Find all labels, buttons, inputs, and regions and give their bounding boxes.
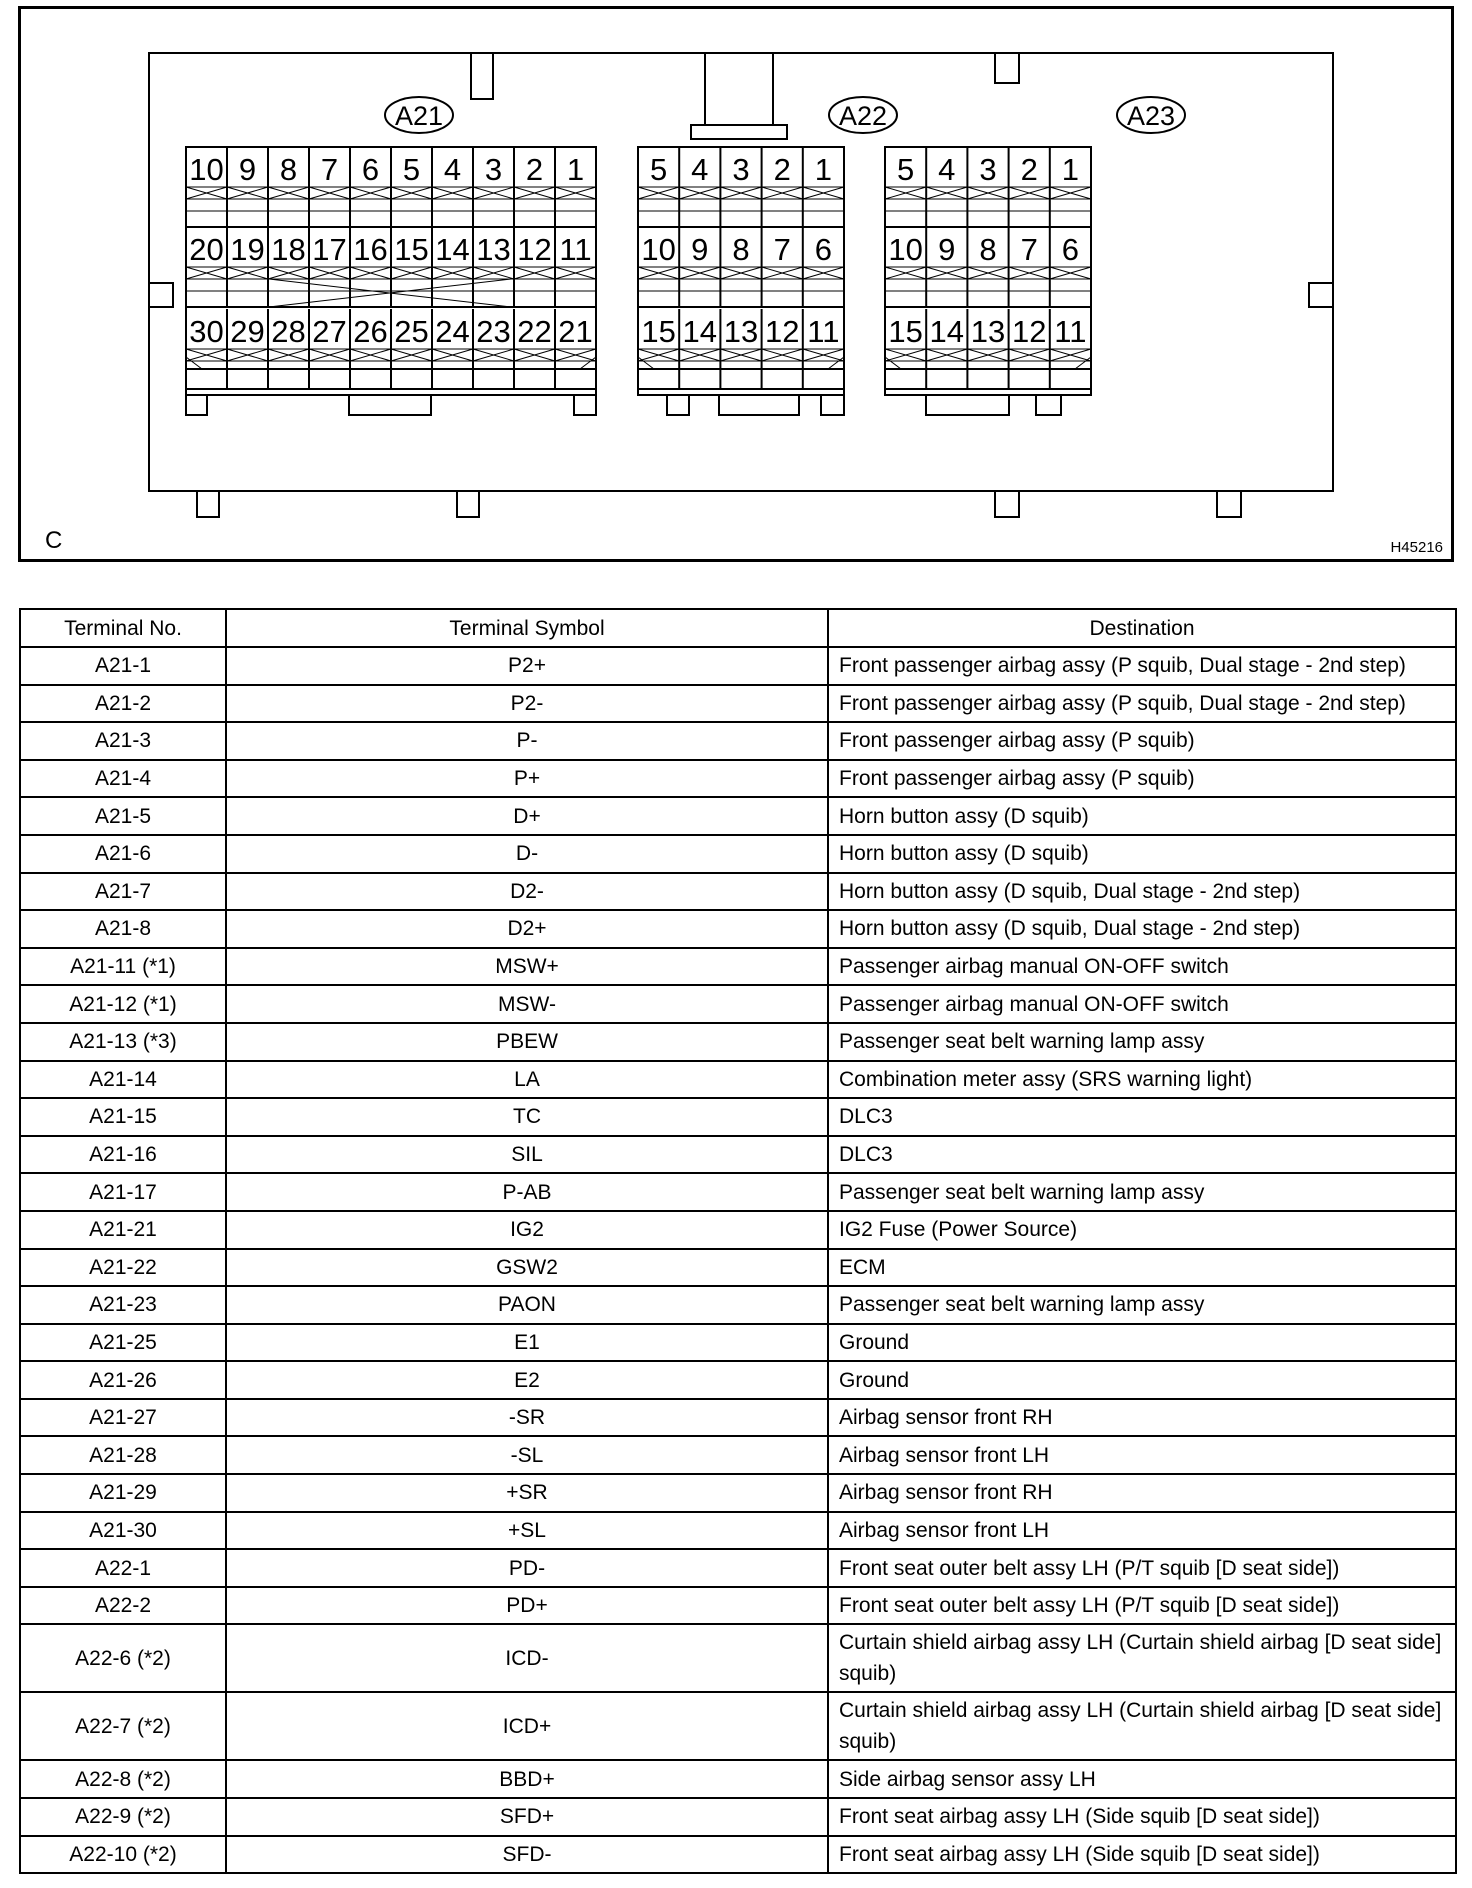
pin-cross-mark xyxy=(720,187,761,199)
terminal-no-cell: A21-6 xyxy=(20,835,226,873)
pin-number: 3 xyxy=(979,152,997,187)
terminal-symbol-cell: -SL xyxy=(226,1436,828,1474)
pin-cross-mark xyxy=(967,349,1008,361)
pin-cross-mark xyxy=(309,267,350,279)
table-row xyxy=(20,985,1456,1023)
terminal-symbol-cell: D2+ xyxy=(226,910,828,948)
destination-cell: Airbag sensor front RH xyxy=(828,1474,1456,1512)
pin-number: 9 xyxy=(238,152,257,187)
pin-number: 4 xyxy=(691,152,709,187)
terminal-symbol-cell: P2- xyxy=(226,685,828,723)
pin-cross-mark xyxy=(227,187,268,199)
pin-cross-mark xyxy=(432,267,473,279)
pin-number: 9 xyxy=(691,232,709,267)
pin-cross-mark xyxy=(514,349,555,361)
terminal-symbol-cell: MSW- xyxy=(226,985,828,1023)
table-row xyxy=(20,1249,1456,1287)
pin-cross-mark xyxy=(391,267,432,279)
housing-center-lock xyxy=(705,53,773,125)
pin-cross-mark xyxy=(967,267,1008,279)
pin-cross-mark xyxy=(885,267,926,279)
destination-cell: Passenger seat belt warning lamp assy xyxy=(828,1173,1456,1211)
housing-tab xyxy=(995,53,1019,83)
pin-number: 17 xyxy=(312,232,347,267)
housing-foot xyxy=(995,491,1019,517)
pin-number: 22 xyxy=(517,314,552,349)
destination-cell: Ground xyxy=(828,1361,1456,1399)
terminal-no-cell: A21-23 xyxy=(20,1286,226,1324)
pin-number: 7 xyxy=(1020,232,1038,267)
pin-cross-mark xyxy=(967,187,1008,199)
connector-label-a23: A23 xyxy=(1126,101,1176,131)
pin-number: 8 xyxy=(732,232,750,267)
pin-number: 24 xyxy=(435,314,470,349)
connector-foot xyxy=(349,395,431,415)
pin-number: 4 xyxy=(443,152,462,187)
terminal-no-cell: A22-8 (*2) xyxy=(20,1760,226,1798)
pin-number: 3 xyxy=(732,152,750,187)
connector-foot xyxy=(719,395,799,415)
pin-cross-mark xyxy=(638,187,679,199)
pin-number: 11 xyxy=(559,232,592,267)
pin-number: 5 xyxy=(402,152,421,187)
terminal-no-cell: A21-7 xyxy=(20,873,226,911)
table-row xyxy=(20,1211,1456,1249)
table-row xyxy=(20,1173,1456,1211)
pin-cross-mark xyxy=(1009,349,1050,361)
housing-side-tab-left xyxy=(149,283,173,307)
pin-number: 14 xyxy=(929,314,965,349)
housing-center-lock-base xyxy=(691,125,787,139)
table-row xyxy=(20,760,1456,798)
header-terminal-no: Terminal No. xyxy=(20,609,226,647)
terminal-symbol-cell: PAON xyxy=(226,1286,828,1324)
terminal-symbol-cell: SIL xyxy=(226,1136,828,1174)
terminal-no-cell: A21-15 xyxy=(20,1098,226,1136)
pin-cross-mark xyxy=(350,187,391,199)
connector-foot xyxy=(186,395,207,415)
terminal-symbol-cell: ICD- xyxy=(226,1624,828,1692)
pin-cross-mark xyxy=(762,267,803,279)
destination-cell: Side airbag sensor assy LH xyxy=(828,1760,1456,1798)
pin-cross-mark xyxy=(679,267,720,279)
pin-number: 11 xyxy=(1054,314,1087,349)
terminal-symbol-cell: PD- xyxy=(226,1549,828,1587)
destination-cell: Airbag sensor front LH xyxy=(828,1436,1456,1474)
pin-number: 12 xyxy=(517,232,552,267)
terminal-no-cell: A21-21 xyxy=(20,1211,226,1249)
pin-number: 1 xyxy=(566,152,585,187)
destination-cell: Horn button assy (D squib, Dual stage - 2nd step) xyxy=(828,873,1456,911)
pin-number: 15 xyxy=(888,314,923,349)
pin-number: 15 xyxy=(394,232,429,267)
connector-foot xyxy=(821,395,844,415)
table-row xyxy=(20,1023,1456,1061)
connector-label-a22: A22 xyxy=(838,101,888,131)
pin-cross-mark xyxy=(638,267,679,279)
pin-cross-mark xyxy=(309,349,350,361)
table-row xyxy=(20,1692,1456,1760)
terminal-symbol-cell: +SR xyxy=(226,1474,828,1512)
pin-cross-mark xyxy=(186,349,227,361)
destination-cell: DLC3 xyxy=(828,1098,1456,1136)
pin-cross-mark xyxy=(391,349,432,361)
pin-number: 10 xyxy=(189,152,224,187)
pin-number: 19 xyxy=(230,232,265,267)
pin-cross-mark xyxy=(555,187,596,199)
pin-cross-mark xyxy=(638,349,679,361)
terminal-no-cell: A21-30 xyxy=(20,1512,226,1550)
pin-number: 30 xyxy=(189,314,224,349)
table-row xyxy=(20,1399,1456,1437)
pin-cross-mark xyxy=(1009,187,1050,199)
terminal-no-cell: A21-5 xyxy=(20,797,226,835)
terminal-symbol-cell: PBEW xyxy=(226,1023,828,1061)
terminal-no-cell: A21-13 (*3) xyxy=(20,1023,226,1061)
pin-cross-mark xyxy=(1009,267,1050,279)
connector-blocks xyxy=(186,147,1091,415)
pin-number: 16 xyxy=(353,232,388,267)
housing-foot xyxy=(1217,491,1241,517)
terminal-symbol-cell: D2- xyxy=(226,873,828,911)
pin-number: 12 xyxy=(1011,314,1047,349)
pin-number: 7 xyxy=(320,152,339,187)
destination-cell: Ground xyxy=(828,1324,1456,1362)
table-row xyxy=(20,1587,1456,1625)
pin-number: 14 xyxy=(435,232,470,267)
pin-cross-mark xyxy=(309,187,350,199)
terminal-symbol-cell: E1 xyxy=(226,1324,828,1362)
terminal-symbol-cell: P- xyxy=(226,722,828,760)
pin-number: 2 xyxy=(773,152,791,187)
pin-cross-mark xyxy=(885,187,926,199)
pin-cross-mark xyxy=(432,187,473,199)
pin-number: 26 xyxy=(353,314,388,349)
pin-cross-mark xyxy=(350,267,391,279)
destination-cell: Front passenger airbag assy (P squib) xyxy=(828,760,1456,798)
destination-cell: Horn button assy (D squib, Dual stage - 2nd step) xyxy=(828,910,1456,948)
pin-cross-mark xyxy=(762,349,803,361)
pin-cross-mark xyxy=(268,187,309,199)
terminal-symbol-cell: D- xyxy=(226,835,828,873)
destination-cell: Front passenger airbag assy (P squib, Dual stage - 2nd step) xyxy=(828,647,1456,685)
pin-cross-mark xyxy=(762,187,803,199)
table-row xyxy=(20,1061,1456,1099)
destination-cell: Curtain shield airbag assy LH (Curtain shield airbag [D seat side] squib) xyxy=(828,1624,1456,1692)
pin-number: 11 xyxy=(807,314,840,349)
pin-number: 12 xyxy=(764,314,800,349)
table-row xyxy=(20,835,1456,873)
pin-number: 13 xyxy=(970,314,1006,349)
pin-number: 1 xyxy=(814,152,833,187)
destination-cell: IG2 Fuse (Power Source) xyxy=(828,1211,1456,1249)
pin-cross-mark xyxy=(679,187,720,199)
pin-number: 10 xyxy=(888,232,923,267)
terminal-symbol-cell: SFD- xyxy=(226,1836,828,1874)
destination-cell: Horn button assy (D squib) xyxy=(828,797,1456,835)
terminal-no-cell: A21-3 xyxy=(20,722,226,760)
table-row xyxy=(20,1436,1456,1474)
pin-number: 28 xyxy=(271,314,306,349)
terminal-no-cell: A22-1 xyxy=(20,1549,226,1587)
terminal-symbol-cell: GSW2 xyxy=(226,1249,828,1287)
pin-number: 5 xyxy=(896,152,915,187)
terminal-symbol-cell: IG2 xyxy=(226,1211,828,1249)
terminal-symbol-cell: SFD+ xyxy=(226,1798,828,1836)
header-terminal-symbol: Terminal Symbol xyxy=(226,609,828,647)
terminal-no-cell: A21-17 xyxy=(20,1173,226,1211)
terminal-symbol-cell: P2+ xyxy=(226,647,828,685)
pin-number: 18 xyxy=(271,232,306,267)
pin-cross-mark xyxy=(473,267,514,279)
pin-number: 25 xyxy=(394,314,429,349)
terminal-no-cell: A22-10 (*2) xyxy=(20,1836,226,1874)
pin-cross-mark xyxy=(186,267,227,279)
pin-number: 20 xyxy=(189,232,224,267)
destination-cell: Passenger seat belt warning lamp assy xyxy=(828,1286,1456,1324)
pin-cross-mark xyxy=(432,349,473,361)
pin-cross-mark xyxy=(926,349,967,361)
table-row xyxy=(20,1512,1456,1550)
table-row xyxy=(20,873,1456,911)
pin-number: 5 xyxy=(649,152,668,187)
pin-number: 2 xyxy=(525,152,544,187)
pin-cross-mark xyxy=(268,349,309,361)
terminal-no-cell: A21-29 xyxy=(20,1474,226,1512)
terminal-no-cell: A22-6 (*2) xyxy=(20,1624,226,1692)
pin-cross-mark xyxy=(514,267,555,279)
terminal-no-cell: A21-28 xyxy=(20,1436,226,1474)
terminal-symbol-cell: P-AB xyxy=(226,1173,828,1211)
terminal-symbol-cell: -SR xyxy=(226,1399,828,1437)
terminal-symbol-cell: TC xyxy=(226,1098,828,1136)
connector-foot xyxy=(667,395,689,415)
pin-number: 6 xyxy=(361,152,380,187)
terminal-symbol-cell: LA xyxy=(226,1061,828,1099)
table-header-row xyxy=(20,609,1456,647)
pin-cross-mark xyxy=(186,187,227,199)
table-row xyxy=(20,1798,1456,1836)
pin-number: 23 xyxy=(476,314,511,349)
pin-number: 15 xyxy=(641,314,676,349)
pin-cross-mark xyxy=(1050,349,1091,361)
pin-cross-mark xyxy=(227,349,268,361)
terminal-symbol-cell: ICD+ xyxy=(226,1692,828,1760)
pin-cross-mark xyxy=(350,349,391,361)
pin-cross-mark xyxy=(473,187,514,199)
pin-number: 8 xyxy=(279,152,298,187)
table-row xyxy=(20,685,1456,723)
pin-cross-mark xyxy=(803,187,844,199)
terminal-no-cell: A21-1 xyxy=(20,647,226,685)
pin-number: 2 xyxy=(1020,152,1038,187)
table-row xyxy=(20,1286,1456,1324)
pin-number: 29 xyxy=(230,314,265,349)
destination-cell: Airbag sensor front LH xyxy=(828,1512,1456,1550)
terminal-symbol-cell: P+ xyxy=(226,760,828,798)
pin-cross-mark xyxy=(803,267,844,279)
table-row xyxy=(20,1098,1456,1136)
destination-cell: Combination meter assy (SRS warning light) xyxy=(828,1061,1456,1099)
destination-cell: Front seat outer belt assy LH (P/T squib [D seat side]) xyxy=(828,1549,1456,1587)
housing-tab xyxy=(471,53,493,99)
pin-number: 27 xyxy=(312,314,347,349)
pin-cross-mark xyxy=(885,349,926,361)
pin-number: 7 xyxy=(773,232,791,267)
pin-cross-mark xyxy=(720,267,761,279)
pin-cross-mark xyxy=(555,349,596,361)
connector-foot xyxy=(926,395,1009,415)
terminal-no-cell: A21-11 (*1) xyxy=(20,948,226,986)
destination-cell: Front seat outer belt assy LH (P/T squib [D seat side]) xyxy=(828,1587,1456,1625)
destination-cell: Airbag sensor front RH xyxy=(828,1399,1456,1437)
table-row xyxy=(20,1474,1456,1512)
pin-number: 8 xyxy=(979,232,997,267)
connector-label-a21: A21 xyxy=(394,101,444,131)
connector-chamfer xyxy=(885,357,1091,369)
terminal-no-cell: A21-26 xyxy=(20,1361,226,1399)
pin-number: 6 xyxy=(814,232,833,267)
terminal-no-cell: A21-14 xyxy=(20,1061,226,1099)
table-row xyxy=(20,1836,1456,1874)
table-row xyxy=(20,1549,1456,1587)
connector-foot xyxy=(574,395,596,415)
table-row xyxy=(20,948,1456,986)
pin-number: 21 xyxy=(558,314,593,349)
table-row xyxy=(20,797,1456,835)
pin-number: 9 xyxy=(938,232,956,267)
terminal-symbol-cell: E2 xyxy=(226,1361,828,1399)
pin-number: 6 xyxy=(1061,232,1080,267)
terminal-table xyxy=(19,608,1457,1874)
destination-cell: Passenger airbag manual ON-OFF switch xyxy=(828,948,1456,986)
pin-cross-mark xyxy=(720,349,761,361)
pin-cross-mark xyxy=(268,267,309,279)
destination-cell: Front passenger airbag assy (P squib) xyxy=(828,722,1456,760)
terminal-no-cell: A21-27 xyxy=(20,1399,226,1437)
pin-number: 4 xyxy=(938,152,956,187)
destination-cell: ECM xyxy=(828,1249,1456,1287)
terminal-no-cell: A22-7 (*2) xyxy=(20,1692,226,1760)
housing-foot xyxy=(457,491,479,517)
housing-side-tab-right xyxy=(1309,283,1333,307)
terminal-symbol-cell: D+ xyxy=(226,797,828,835)
pin-cross-mark xyxy=(679,349,720,361)
table-row xyxy=(20,910,1456,948)
pin-cross-mark xyxy=(1050,187,1091,199)
figure-code: H45216 xyxy=(1390,539,1443,556)
terminal-no-cell: A21-8 xyxy=(20,910,226,948)
pin-number: 1 xyxy=(1061,152,1080,187)
pin-cross-mark xyxy=(803,349,844,361)
connector-drawing xyxy=(21,9,1457,565)
table-row xyxy=(20,647,1456,685)
pin-cross-mark xyxy=(227,267,268,279)
pin-cross-mark xyxy=(926,267,967,279)
table-row xyxy=(20,722,1456,760)
destination-cell: Passenger seat belt warning lamp assy xyxy=(828,1023,1456,1061)
pin-cross-mark xyxy=(514,187,555,199)
terminal-no-cell: A21-4 xyxy=(20,760,226,798)
pin-number: 14 xyxy=(682,314,718,349)
pin-cross-mark xyxy=(926,187,967,199)
table-row xyxy=(20,1624,1456,1692)
terminal-symbol-cell: MSW+ xyxy=(226,948,828,986)
terminal-symbol-cell: +SL xyxy=(226,1512,828,1550)
corner-letter: C xyxy=(45,527,63,554)
pin-number: 13 xyxy=(476,232,511,267)
pin-cross-mark xyxy=(555,267,596,279)
pin-number: 13 xyxy=(723,314,759,349)
destination-cell: DLC3 xyxy=(828,1136,1456,1174)
connector-foot xyxy=(1036,395,1061,415)
destination-cell: Front seat airbag assy LH (Side squib [D seat side]) xyxy=(828,1798,1456,1836)
pin-number: 10 xyxy=(641,232,676,267)
pin-number: 3 xyxy=(484,152,503,187)
table-row xyxy=(20,1324,1456,1362)
terminal-no-cell: A21-16 xyxy=(20,1136,226,1174)
table-row xyxy=(20,1136,1456,1174)
pin-cross-mark xyxy=(1050,267,1091,279)
destination-cell: Curtain shield airbag assy LH (Curtain shield airbag [D seat side] squib) xyxy=(828,1692,1456,1760)
connector-chamfer xyxy=(638,357,844,369)
terminal-no-cell: A22-9 (*2) xyxy=(20,1798,226,1836)
destination-cell: Passenger airbag manual ON-OFF switch xyxy=(828,985,1456,1023)
destination-cell: Horn button assy (D squib) xyxy=(828,835,1456,873)
destination-cell: Front passenger airbag assy (P squib, Dual stage - 2nd step) xyxy=(828,685,1456,723)
pin-cross-mark xyxy=(473,349,514,361)
terminal-no-cell: A22-2 xyxy=(20,1587,226,1625)
terminal-symbol-cell: PD+ xyxy=(226,1587,828,1625)
table-row xyxy=(20,1760,1456,1798)
terminal-no-cell: A21-2 xyxy=(20,685,226,723)
destination-cell: Front seat airbag assy LH (Side squib [D seat side]) xyxy=(828,1836,1456,1874)
terminal-no-cell: A21-12 (*1) xyxy=(20,985,226,1023)
header-destination: Destination xyxy=(828,609,1456,647)
pin-cross-mark xyxy=(391,187,432,199)
housing-foot xyxy=(197,491,219,517)
terminal-no-cell: A21-22 xyxy=(20,1249,226,1287)
terminal-symbol-cell: BBD+ xyxy=(226,1760,828,1798)
table-row xyxy=(20,1361,1456,1399)
connector-diagram xyxy=(18,6,1454,562)
terminal-no-cell: A21-25 xyxy=(20,1324,226,1362)
